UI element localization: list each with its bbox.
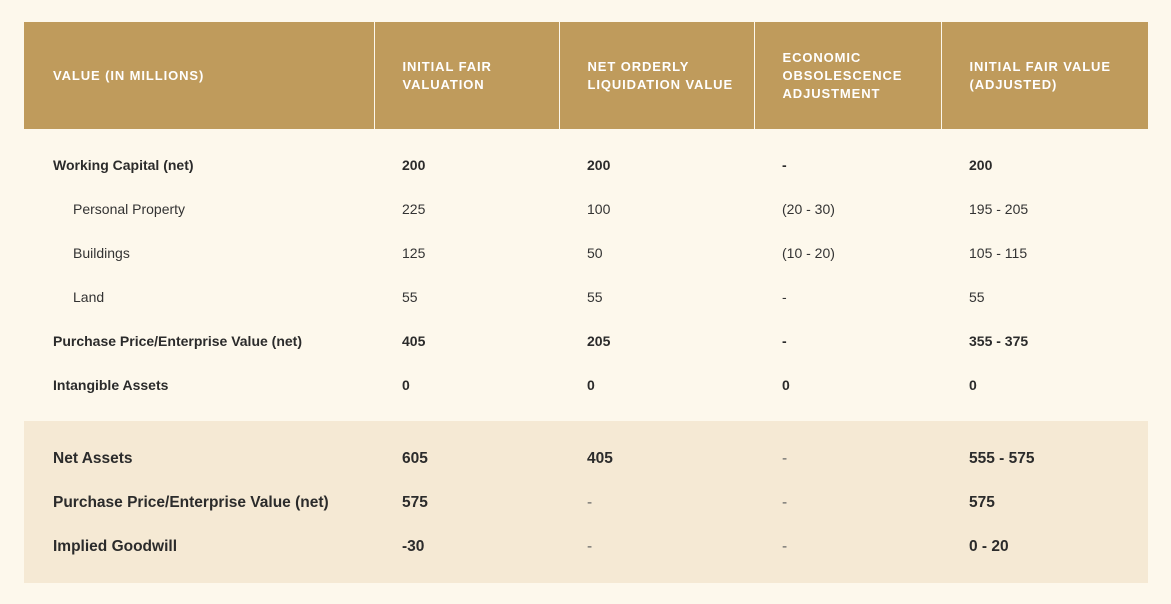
cell-net-orderly-liquidation-value: 100 [587,201,611,217]
valuation-table-container [24,22,1148,583]
cell-net-orderly-liquidation-value: 405 [559,421,754,481]
cell-initial-fair-value-adjusted: 0 - 20 [941,525,1148,583]
cell-initial-fair-valuation: 125 [402,245,426,261]
cell-net-orderly-liquidation-value: 50 [587,245,603,261]
row-label: Working Capital (net) [53,157,194,173]
cell-initial-fair-valuation: 575 [374,481,559,525]
cell-economic-obsolescence-adjustment: 0 [782,377,790,393]
cell-net-orderly-liquidation-value: 0 [587,377,595,393]
cell-economic-obsolescence-adjustment: - [754,525,941,583]
cell-initial-fair-value-adjusted: 55 [969,289,985,305]
valuation-table [24,22,1148,583]
summary-row-label: Implied Goodwill [24,525,374,583]
summary-row [24,421,1148,481]
cell-initial-fair-value-adjusted: 195 - 205 [969,201,1029,217]
cell-initial-fair-valuation: 55 [402,289,418,305]
cell-economic-obsolescence-adjustment: (20 - 30) [782,201,835,217]
summary-row [24,525,1148,583]
column-header-initial-fair-value-adjusted: INITIAL FAIR VALUE (ADJUSTED) [941,22,1148,129]
cell-net-orderly-liquidation-value: - [559,525,754,583]
row-label: Buildings [73,245,130,261]
cell-economic-obsolescence-adjustment: - [754,481,941,525]
summary-row-label: Purchase Price/Enterprise Value (net) [24,481,374,525]
table-row [24,275,1148,319]
cell-initial-fair-value-adjusted: 555 - 575 [941,421,1148,481]
column-header-value: VALUE (IN MILLIONS) [24,22,374,129]
column-header-net-orderly-liquidation-value: NET ORDERLY LIQUIDATION VALUE [559,22,754,129]
table-header [24,22,1148,129]
cell-initial-fair-valuation: 605 [374,421,559,481]
cell-economic-obsolescence-adjustment: - [754,421,941,481]
table-row [24,231,1148,275]
summary-section [24,421,1148,583]
summary-row [24,481,1148,525]
row-label: Intangible Assets [53,377,169,393]
cell-net-orderly-liquidation-value: 205 [587,333,611,349]
row-label: Personal Property [73,201,186,217]
cell-initial-fair-valuation: 405 [402,333,426,349]
row-label: Purchase Price/Enterprise Value (net) [53,333,302,349]
cell-net-orderly-liquidation-value: - [559,481,754,525]
cell-economic-obsolescence-adjustment: - [782,333,787,349]
cell-initial-fair-valuation: 0 [402,377,410,393]
table-row [24,129,1148,187]
cell-initial-fair-value-adjusted: 355 - 375 [969,333,1029,349]
cell-initial-fair-valuation: -30 [374,525,559,583]
cell-initial-fair-value-adjusted: 575 [941,481,1148,525]
row-label: Land [73,289,105,305]
summary-row-label: Net Assets [24,421,374,481]
cell-initial-fair-valuation: 225 [402,201,426,217]
column-header-initial-fair-valuation: INITIAL FAIR VALUATION [374,22,559,129]
cell-economic-obsolescence-adjustment: - [782,289,787,305]
cell-initial-fair-value-adjusted: 105 - 115 [969,245,1028,261]
table-row [24,187,1148,231]
header-row [24,22,1148,129]
table-row [24,363,1148,421]
cell-economic-obsolescence-adjustment: - [782,157,787,173]
cell-net-orderly-liquidation-value: 55 [587,289,603,305]
cell-initial-fair-value-adjusted: 200 [969,157,993,173]
cell-net-orderly-liquidation-value: 200 [587,157,611,173]
column-header-economic-obsolescence-adjustment: ECONOMIC OBSOLESCENCE ADJUSTMENT [754,22,941,129]
table-body [24,129,1148,421]
table-row [24,319,1148,363]
cell-initial-fair-value-adjusted: 0 [969,377,977,393]
cell-economic-obsolescence-adjustment: (10 - 20) [782,245,835,261]
cell-initial-fair-valuation: 200 [402,157,426,173]
